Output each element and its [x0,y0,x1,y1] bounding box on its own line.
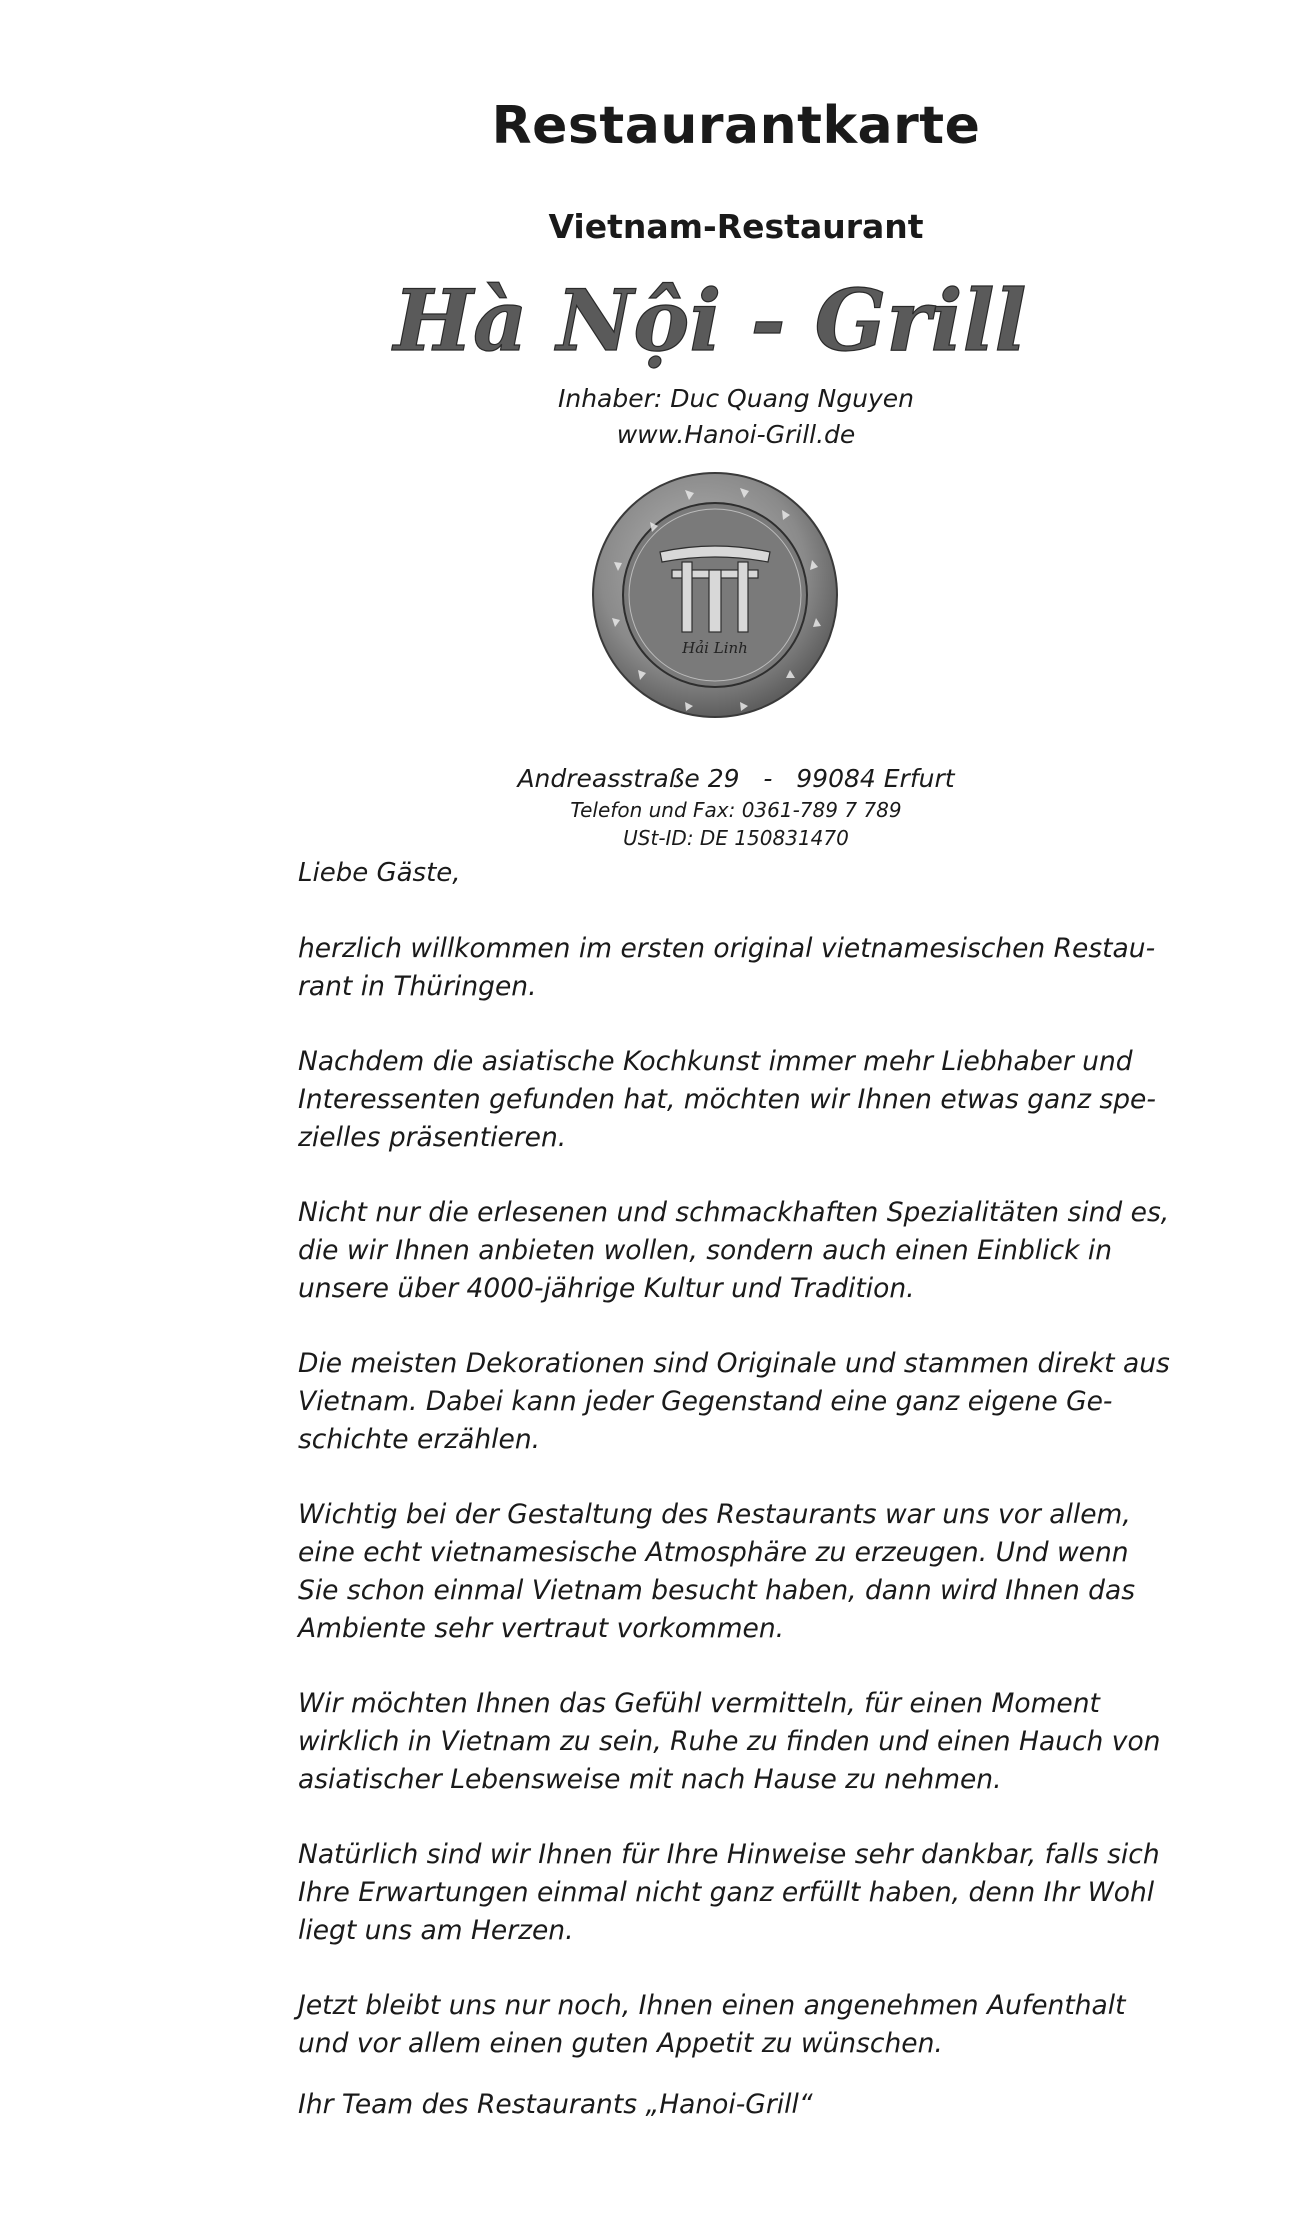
seal-emblem [590,470,840,720]
restaurant-subtitle: Vietnam-Restaurant [548,207,924,246]
letter-paragraph [298,930,1198,1006]
seal-lettering: Hải Linh [682,639,748,657]
paragraph-line: Sie schon einmal Vietnam besucht haben, dann wird Ihnen das [298,1575,1136,1606]
letter-paragraph [298,1685,1198,1799]
paragraph-line: und vor allem einen guten Appetit zu wünschen. [298,2028,943,2059]
paragraph-line: unsere über 4000-jährige Kultur und Tradition. [298,1273,915,1304]
letter-paragraph [298,1987,1198,2063]
letter-greeting: Liebe Gäste, [298,858,461,888]
paragraph-line: schichte erzählen. [298,1424,541,1455]
letter-paragraph [298,1043,1198,1157]
paragraph-line: Nicht nur die erlesenen und schmackhaften Spezialitäten sind es, [298,1197,1170,1228]
paragraph-line: Natürlich sind wir Ihnen für Ihre Hinweise sehr dankbar, falls sich [298,1839,1160,1870]
paragraph-line: Vietnam. Dabei kann jeder Gegenstand eine ganz eigene Ge- [298,1386,1113,1417]
paragraph-line: liegt uns am Herzen. [298,1915,574,1946]
paragraph-line: herzlich willkommen im ersten original vietnamesischen Restau- [298,933,1156,964]
phone-line: Telefon und Fax: 0361-789 7 789 [570,798,902,822]
paragraph-line: zielles präsentieren. [298,1122,567,1153]
paragraph-line: Wichtig bei der Gestaltung des Restaurants war uns vor allem, [298,1499,1131,1530]
letter-paragraph [298,1194,1198,1308]
paragraph-line: Nachdem die asiatische Kochkunst immer mehr Liebhaber und [298,1046,1133,1077]
logo-lettering: Hà Nội - Grill [393,271,1027,370]
vat-id-line: USt-ID: DE 150831470 [623,826,849,850]
paragraph-line: Interessenten gefunden hat, möchten wir Ihnen etwas ganz spe- [298,1084,1156,1115]
owner-line: Inhaber: Duc Quang Nguyen [557,384,914,413]
paragraph-line: wirklich in Vietnam zu sein, Ruhe zu finden und einen Hauch von [298,1726,1161,1757]
letter-body [298,930,1198,2100]
website-link[interactable]: www.Hanoi-Grill.de [616,420,856,449]
paragraph-line: die wir Ihnen anbieten wollen, sondern auch einen Einblick in [298,1235,1112,1266]
letter-signoff: Ihr Team des Restaurants „Hanoi-Grill“ [298,2089,813,2120]
paragraph-line: Jetzt bleibt uns nur noch, Ihnen einen angenehmen Aufenthalt [298,1990,1126,2021]
paragraph-line: Ihre Erwartungen einmal nicht ganz erfüllt haben, denn Ihr Wohl [298,1877,1155,1908]
paragraph-line: asiatischer Lebensweise mit nach Hause zu nehmen. [298,1764,1002,1795]
paragraph-line: Wir möchten Ihnen das Gefühl vermitteln, für einen Moment [298,1688,1100,1719]
paragraph-line: eine echt vietnamesische Atmosphäre zu erzeugen. Und wenn [298,1537,1129,1568]
paragraph-line: Die meisten Dekorationen sind Originale und stammen direkt aus [298,1348,1170,1379]
page-title: Restaurantkarte [491,96,981,156]
letter-paragraph [298,1345,1198,1459]
paragraph-line: Ambiente sehr vertraut vorkommen. [298,1613,785,1644]
letter-paragraph [298,1496,1198,1648]
address-line: Andreasstraße 29 - 99084 Erfurt [517,764,955,793]
restaurant-logo [393,268,1027,378]
letter-paragraph [298,1836,1198,1950]
paragraph-line: rant in Thüringen. [298,971,537,1002]
